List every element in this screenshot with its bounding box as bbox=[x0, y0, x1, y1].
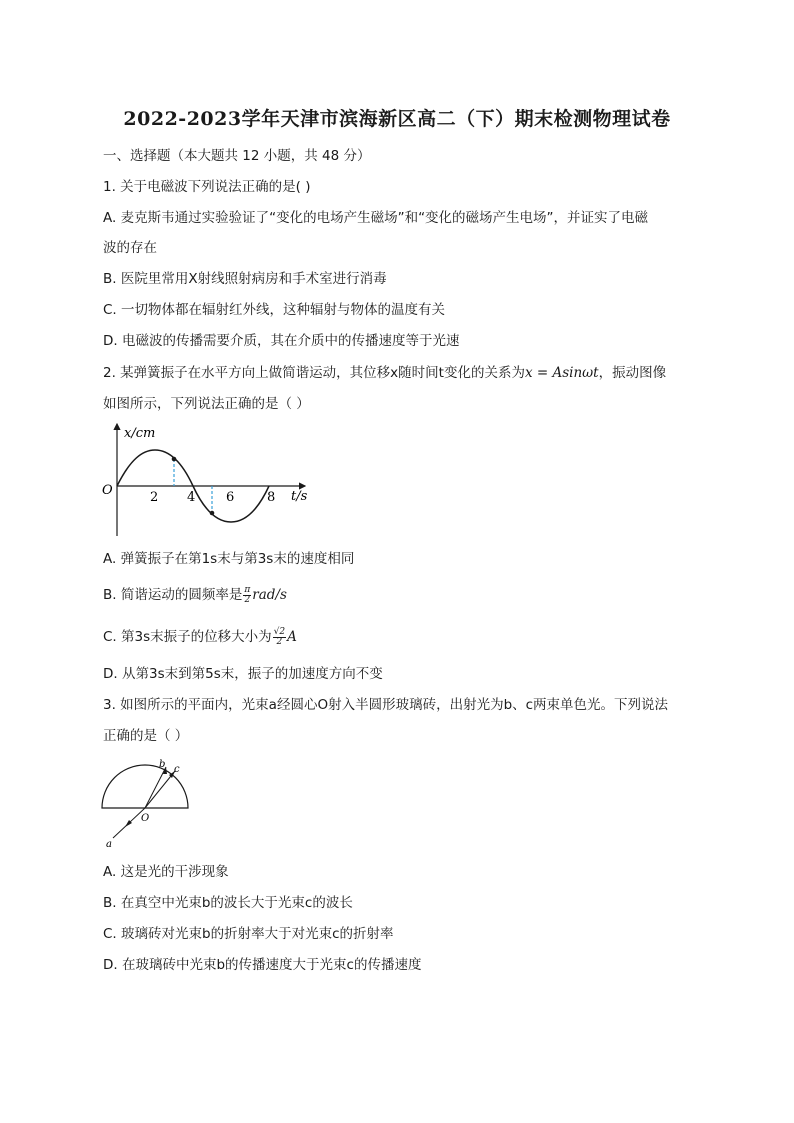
fraction-numerator: √2 bbox=[273, 626, 286, 637]
fraction-numerator: π bbox=[244, 584, 251, 595]
q1-option-c: C. 一切物体都在辐射红外线，这种辐射与物体的温度有关 bbox=[103, 302, 446, 318]
oscillation-graph bbox=[95, 418, 320, 543]
q1-stem: 1. 关于电磁波下列说法正确的是( ) bbox=[103, 179, 311, 195]
pi-over-2-fraction bbox=[243, 586, 251, 605]
tick-label: 6 bbox=[226, 490, 235, 505]
q2-stem-line2: 如图所示，下列说法正确的是（ ） bbox=[103, 396, 310, 412]
glass-brick-diagram bbox=[95, 755, 195, 850]
label-b: b bbox=[159, 759, 166, 770]
q3-option-c: C. 玻璃砖对光束b的折射率大于对光束c的折射率 bbox=[103, 926, 394, 942]
q2-option-b bbox=[103, 585, 287, 605]
q1-option-d: D. 电磁波的传播需要介质，其在介质中的传播速度等于光速 bbox=[103, 333, 460, 349]
label-a: a bbox=[106, 839, 112, 850]
tick-label: 4 bbox=[187, 490, 196, 505]
q3-stem-line2: 正确的是（ ） bbox=[103, 728, 189, 744]
y-axis-label: x/cm bbox=[124, 426, 156, 441]
q3-option-a: A. 这是光的干涉现象 bbox=[103, 864, 229, 880]
q2-stem-suffix: ，振动图像 bbox=[598, 365, 667, 381]
sqrt2-over-2-fraction bbox=[273, 628, 286, 647]
q2-stem-line1 bbox=[103, 363, 666, 383]
q1-option-a-line2: 波的存在 bbox=[103, 240, 157, 256]
q2-option-a: A. 弹簧振子在第1s末与第3s末的速度相同 bbox=[103, 551, 355, 567]
tick-label: 2 bbox=[150, 490, 159, 505]
q2-stem-prefix: 2. 某弹簧振子在水平方向上做简谐运动，其位移x随时间t变化的关系为 bbox=[103, 365, 525, 381]
point-3s bbox=[172, 457, 177, 462]
page-title: 2022-2023学年天津市滨海新区高二（下）期末检测物理试卷 bbox=[123, 108, 671, 130]
point-5s bbox=[210, 511, 215, 516]
q2-option-c-prefix: C. 第3s末振子的位移大小为 bbox=[103, 629, 272, 645]
label-o: O bbox=[141, 813, 150, 824]
q2-option-b-unit: rad/s bbox=[252, 587, 287, 603]
fraction-denominator: 2 bbox=[276, 636, 283, 647]
label-c: c bbox=[174, 764, 180, 775]
q1-option-a-line1: A. 麦克斯韦通过实验验证了“变化的电场产生磁场”和“变化的磁场产生电场”，并证实了电磁 bbox=[103, 210, 649, 226]
refracted-ray-c bbox=[145, 771, 175, 808]
tick-label: 8 bbox=[267, 490, 276, 505]
origin-label: O bbox=[102, 483, 113, 498]
q3-stem-line1: 3. 如图所示的平面内，光束a经圆心O射入半圆形玻璃砖，出射光为b、c两束单色光。下列说法 bbox=[103, 697, 669, 713]
q2-option-b-prefix: B. 简谐运动的圆频率是 bbox=[103, 587, 243, 603]
q3-option-d: D. 在玻璃砖中光束b的传播速度大于光束c的传播速度 bbox=[103, 957, 422, 973]
q2-option-c bbox=[103, 627, 297, 647]
x-axis-label: t/s bbox=[291, 489, 308, 504]
q2-option-d: D. 从第3s末到第5s末，振子的加速度方向不变 bbox=[103, 666, 383, 682]
refracted-ray-b bbox=[145, 767, 166, 808]
section-heading: 一、选择题（本大题共 12 小题，共 48 分） bbox=[103, 148, 371, 164]
fraction-denominator: 2 bbox=[244, 594, 251, 605]
q1-option-b: B. 医院里常用X射线照射病房和手术室进行消毒 bbox=[103, 271, 387, 287]
q2-option-c-unit: A bbox=[287, 629, 297, 645]
q2-formula: x = Asinωt bbox=[524, 365, 599, 381]
q3-option-b: B. 在真空中光束b的波长大于光束c的波长 bbox=[103, 895, 353, 911]
